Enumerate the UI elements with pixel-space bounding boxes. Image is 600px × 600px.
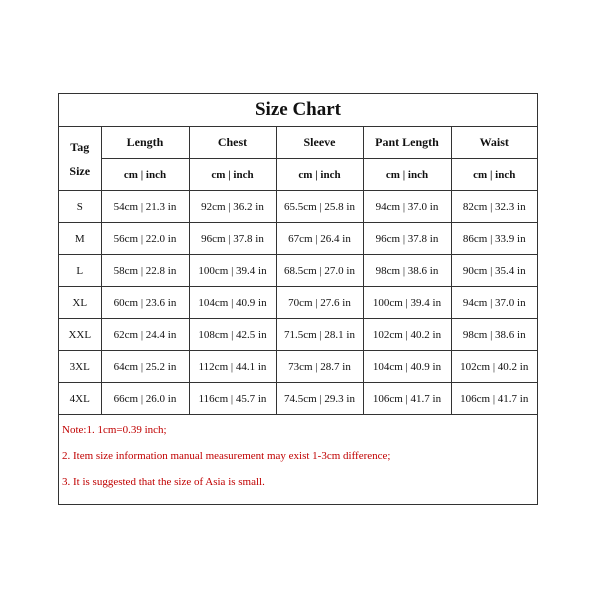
- note-2: 2. Item size information manual measurement may exist 1-3cm difference;: [62, 450, 391, 462]
- note-1: Note:1. 1cm=0.39 inch;: [62, 424, 167, 436]
- col-header-waist: Waist: [451, 127, 537, 159]
- measurement-cell: 116cm | 45.7 in: [189, 383, 276, 415]
- measurement-cell: 90cm | 35.4 in: [451, 255, 537, 287]
- size-cell: L: [59, 255, 101, 287]
- col-header-pant-length: Pant Length: [363, 127, 451, 159]
- table-row: [59, 351, 537, 383]
- measurement-cell: 65.5cm | 25.8 in: [276, 191, 363, 223]
- measurement-cell: 94cm | 37.0 in: [363, 191, 451, 223]
- measurement-cell: 102cm | 40.2 in: [363, 319, 451, 351]
- measurement-cell: 54cm | 21.3 in: [101, 191, 189, 223]
- size-chart-title: Size Chart: [59, 94, 537, 127]
- table-row: [59, 255, 537, 287]
- col-header-chest: Chest: [189, 127, 276, 159]
- measurement-cell: 70cm | 27.6 in: [276, 287, 363, 319]
- tag-label: Tag: [70, 139, 90, 154]
- table-row: [59, 319, 537, 351]
- size-label: Size: [69, 163, 91, 178]
- measurement-cell: 96cm | 37.8 in: [189, 223, 276, 255]
- table-row: [59, 223, 537, 255]
- tag-size-header: [59, 127, 101, 191]
- col-header-length: Length: [101, 127, 189, 159]
- measurement-cell: 98cm | 38.6 in: [451, 319, 537, 351]
- measurement-cell: 104cm | 40.9 in: [363, 351, 451, 383]
- measurement-cell: 74.5cm | 29.3 in: [276, 383, 363, 415]
- measurement-cell: 73cm | 28.7 in: [276, 351, 363, 383]
- header-row: [59, 127, 537, 159]
- measurement-cell: 108cm | 42.5 in: [189, 319, 276, 351]
- measurement-cell: 100cm | 39.4 in: [189, 255, 276, 287]
- measurement-cell: 86cm | 33.9 in: [451, 223, 537, 255]
- col-header-sleeve: Sleeve: [276, 127, 363, 159]
- measurement-cell: 98cm | 38.6 in: [363, 255, 451, 287]
- measurement-cell: 62cm | 24.4 in: [101, 319, 189, 351]
- measurement-cell: 92cm | 36.2 in: [189, 191, 276, 223]
- unit-label: cm | inch: [276, 159, 363, 191]
- measurement-cell: 94cm | 37.0 in: [451, 287, 537, 319]
- measurement-cell: 71.5cm | 28.1 in: [276, 319, 363, 351]
- measurement-cell: 56cm | 22.0 in: [101, 223, 189, 255]
- measurement-cell: 64cm | 25.2 in: [101, 351, 189, 383]
- size-chart: [58, 93, 538, 505]
- size-cell: 4XL: [59, 383, 101, 415]
- measurement-cell: 100cm | 39.4 in: [363, 287, 451, 319]
- measurement-cell: 96cm | 37.8 in: [363, 223, 451, 255]
- unit-label: cm | inch: [189, 159, 276, 191]
- measurement-cell: 58cm | 22.8 in: [101, 255, 189, 287]
- size-table: [59, 127, 537, 415]
- unit-label: cm | inch: [101, 159, 189, 191]
- size-cell: S: [59, 191, 101, 223]
- measurement-cell: 104cm | 40.9 in: [189, 287, 276, 319]
- note-3: 3. It is suggested that the size of Asia is small.: [62, 476, 265, 488]
- notes: [59, 415, 537, 495]
- unit-label: cm | inch: [451, 159, 537, 191]
- measurement-cell: 68.5cm | 27.0 in: [276, 255, 363, 287]
- measurement-cell: 67cm | 26.4 in: [276, 223, 363, 255]
- measurement-cell: 106cm | 41.7 in: [451, 383, 537, 415]
- measurement-cell: 102cm | 40.2 in: [451, 351, 537, 383]
- measurement-cell: 82cm | 32.3 in: [451, 191, 537, 223]
- measurement-cell: 60cm | 23.6 in: [101, 287, 189, 319]
- size-cell: XL: [59, 287, 101, 319]
- table-row: [59, 191, 537, 223]
- unit-row: [59, 159, 537, 191]
- measurement-cell: 106cm | 41.7 in: [363, 383, 451, 415]
- size-cell: XXL: [59, 319, 101, 351]
- table-row: [59, 383, 537, 415]
- measurement-cell: 66cm | 26.0 in: [101, 383, 189, 415]
- table-row: [59, 287, 537, 319]
- unit-label: cm | inch: [363, 159, 451, 191]
- measurement-cell: 112cm | 44.1 in: [189, 351, 276, 383]
- size-cell: 3XL: [59, 351, 101, 383]
- size-cell: M: [59, 223, 101, 255]
